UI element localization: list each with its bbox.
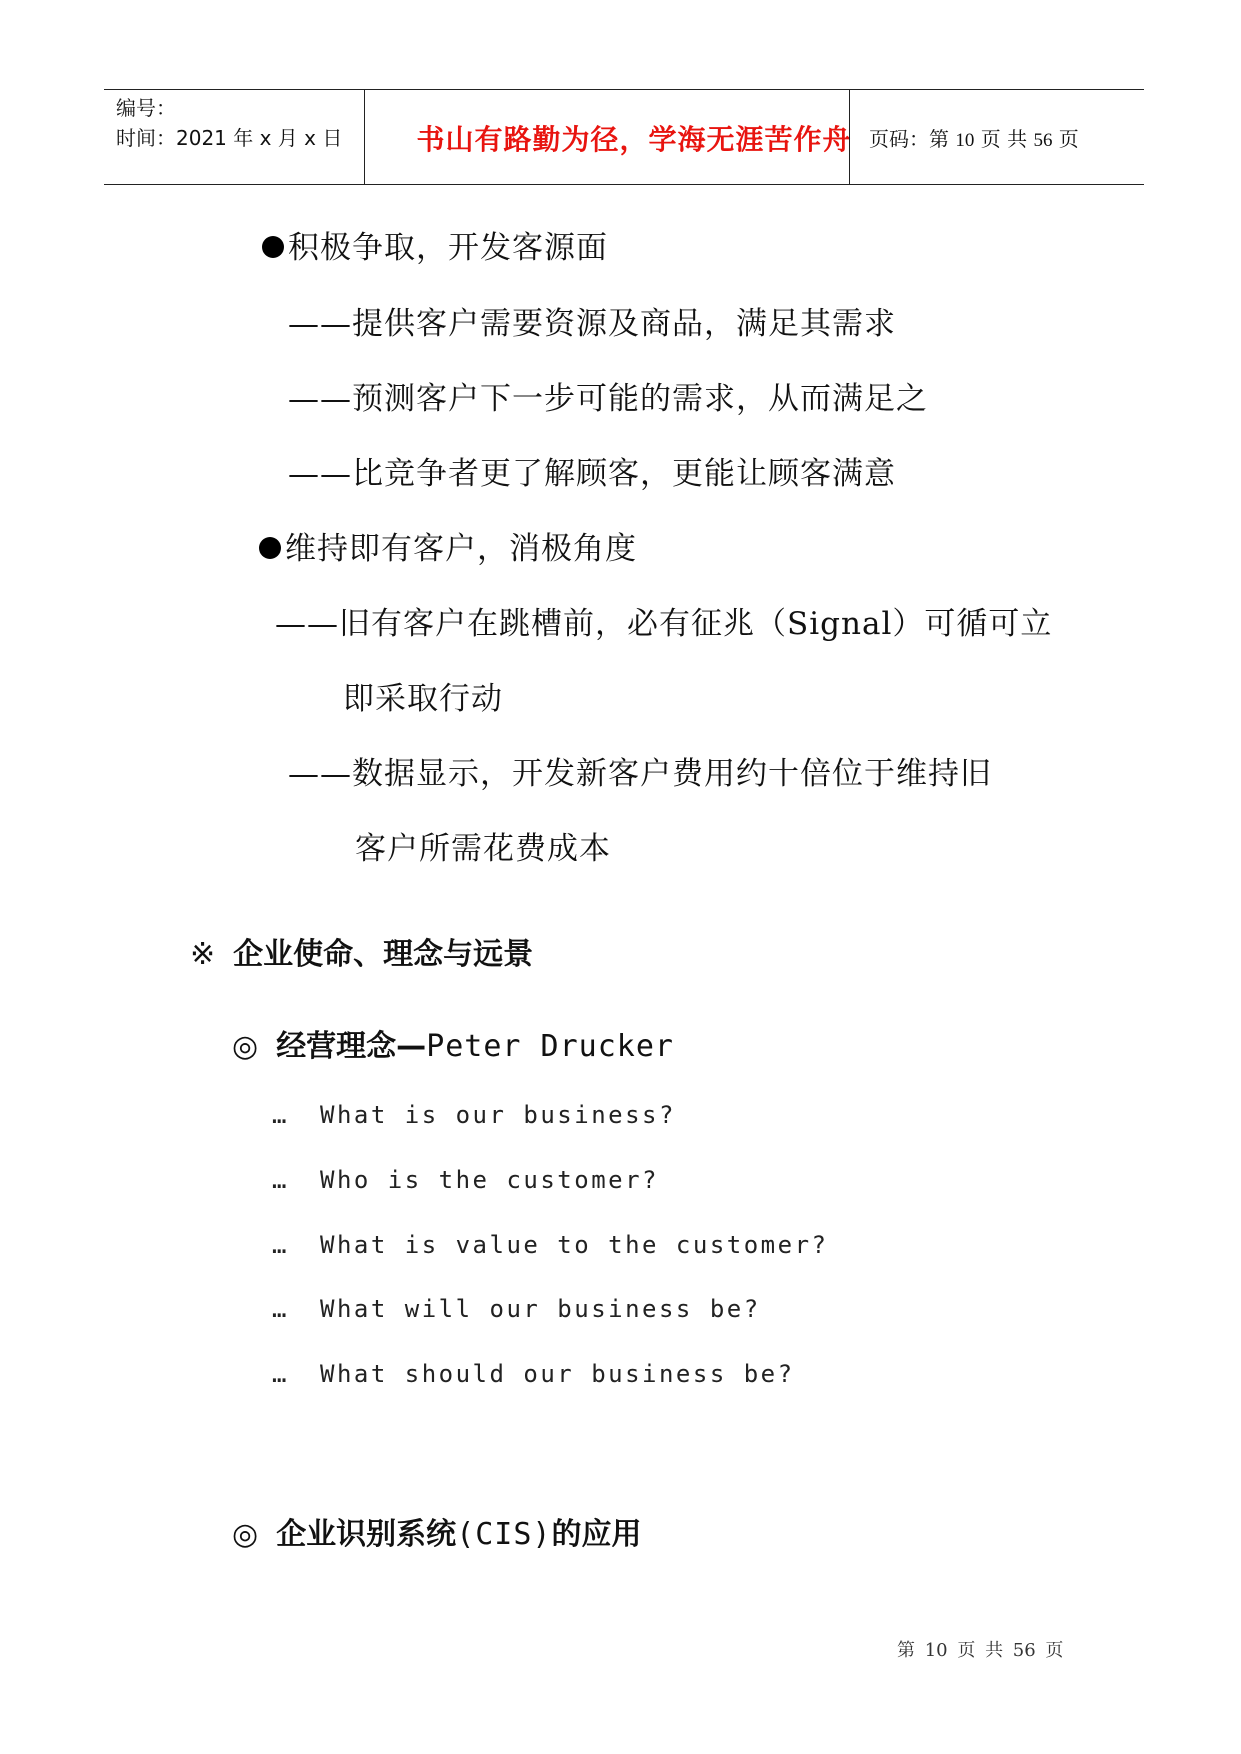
page-footer: 第 10 页 共 56 页 [897, 1640, 1064, 1661]
sub-item: ——旧有客户在跳槽前，必有征兆（Signal）可循可立 [275, 606, 1053, 642]
sub-item: ——比竞争者更了解顾客，更能让顾客满意 [288, 456, 896, 492]
page-current: 10 [955, 130, 975, 151]
question-text: Who is the customer? [320, 1166, 659, 1194]
bullet-dot-icon [262, 236, 284, 258]
page-mid: 页 共 [980, 127, 1028, 151]
sub-item: ——提供客户需要资源及商品，满足其需求 [288, 306, 896, 342]
header-meta [116, 93, 342, 153]
question-text: What is our business? [320, 1101, 676, 1129]
sub-item: ——数据显示，开发新客户费用约十倍位于维持旧 [288, 756, 992, 792]
sub-item-continuation: 即采取行动 [343, 681, 503, 717]
question-item [272, 1229, 828, 1261]
question-text: What will our business be? [320, 1295, 761, 1323]
bullet-item-2 [259, 529, 637, 569]
ellipsis-icon: … [272, 1360, 287, 1388]
header-time-label: 时间：2021 年 x 月 x 日 [116, 126, 343, 150]
double-circle-icon: ◎ [232, 1029, 259, 1064]
ellipsis-icon: … [272, 1166, 287, 1194]
bullet-item-2-text: 维持即有客户，消极角度 [285, 531, 637, 567]
sub-item: ——预测客户下一步可能的需求，从而满足之 [288, 381, 928, 417]
sub-item-continuation: 客户所需花费成本 [355, 831, 611, 867]
page-header [104, 89, 1144, 185]
sub-heading-en: Peter Drucker [426, 1029, 674, 1064]
page-suffix: 页 [1058, 127, 1079, 151]
double-circle-icon: ◎ [232, 1517, 259, 1552]
question-item [272, 1099, 676, 1131]
header-divider-left [364, 90, 365, 184]
sub-heading-en: (CIS) [456, 1517, 552, 1552]
question-text: What is value to the customer? [320, 1231, 829, 1259]
sub-heading-tail: 的应用 [551, 1517, 642, 1552]
section-heading-text: 企业使命、理念与远景 [233, 937, 534, 972]
page-prefix: 页码：第 [869, 127, 949, 151]
sub-heading-management-philosophy [232, 1027, 674, 1067]
bullet-dot-icon [259, 537, 281, 559]
question-item [272, 1293, 761, 1325]
sub-heading-cn: 企业识别系统 [276, 1517, 457, 1552]
question-text: What should our business be? [320, 1360, 795, 1388]
bullet-item-1 [262, 228, 608, 268]
sub-heading-cn: 经营理念— [276, 1029, 427, 1064]
ellipsis-icon: … [272, 1231, 287, 1259]
ellipsis-icon: … [272, 1295, 287, 1323]
question-item [272, 1164, 659, 1196]
sub-heading-cis [232, 1515, 642, 1555]
header-motto: 书山有路勤为径，学海无涯苦作舟 [416, 123, 852, 156]
bullet-item-1-text: 积极争取，开发客源面 [288, 230, 608, 266]
ellipsis-icon: … [272, 1101, 287, 1129]
header-number-label: 编号： [116, 96, 176, 120]
page-total: 56 [1033, 130, 1053, 151]
section-heading [190, 935, 533, 975]
reference-mark-icon: ※ [190, 937, 216, 972]
header-divider-right [849, 90, 850, 184]
header-page-info [869, 123, 1079, 152]
question-item [272, 1358, 795, 1390]
